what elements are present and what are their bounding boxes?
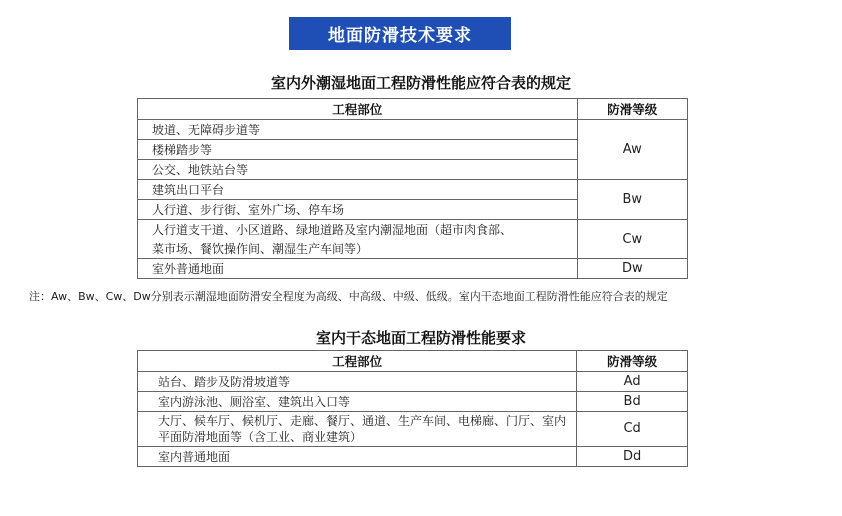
location-cell: 楼梯踏步等 xyxy=(138,140,578,160)
location-cell: 室内普通地面 xyxy=(138,447,577,467)
dry-floor-table xyxy=(137,350,688,467)
grade-cell: Aw xyxy=(577,120,687,180)
table-row xyxy=(138,180,688,200)
location-cell: 室外普通地面 xyxy=(138,259,578,279)
table-header-row xyxy=(138,351,688,372)
table-row xyxy=(138,372,688,392)
table2-title: 室内干态地面工程防滑性能要求 xyxy=(315,329,526,347)
grade-cell: Bd xyxy=(577,392,688,412)
wet-floor-table xyxy=(137,98,688,279)
table-row xyxy=(138,447,688,467)
location-cell: 公交、地铁站台等 xyxy=(138,160,578,180)
banner-title: 地面防滑技术要求 xyxy=(328,26,472,46)
page-banner xyxy=(289,17,511,50)
location-cell: 人行道、步行街、室外广场、停车场 xyxy=(138,200,578,220)
header-grade: 防滑等级 xyxy=(577,99,687,120)
location-cell: 室内游泳池、厕浴室、建筑出入口等 xyxy=(138,392,577,412)
grade-cell: Dw xyxy=(577,259,687,279)
location-cell: 大厅、候车厅、候机厅、走廊、餐厅、通道、生产车间、电梯廊、门厅、室内平面防滑地面等（含工业、商业建筑） xyxy=(138,412,577,447)
grade-cell: Cd xyxy=(577,412,688,447)
footnote: 注：Aw、Bw、Cw、Dw分别表示潮湿地面防滑安全程度为高级、中高级、中级、低级。室内干态地面工程防滑性能应符合表的规定 xyxy=(29,290,668,303)
table-header-row xyxy=(138,99,688,120)
table1-title: 室内外潮湿地面工程防滑性能应符合表的规定 xyxy=(270,74,571,92)
table-row xyxy=(138,220,688,240)
location-cell: 站台、踏步及防滑坡道等 xyxy=(138,372,577,392)
location-cell: 坡道、无障碍步道等 xyxy=(138,120,578,140)
location-cell: 建筑出口平台 xyxy=(138,180,578,200)
grade-cell: Dd xyxy=(577,447,688,467)
header-grade: 防滑等级 xyxy=(577,351,688,372)
location-cell: 人行道支干道、小区道路、绿地道路及室内潮湿地面（超市肉食部、 xyxy=(138,220,578,240)
table-row xyxy=(138,412,688,447)
header-location: 工程部位 xyxy=(138,99,578,120)
location-cell: 菜市场、餐饮操作间、潮湿生产车间等） xyxy=(138,239,578,259)
table-row xyxy=(138,392,688,412)
header-location: 工程部位 xyxy=(138,351,577,372)
table-row xyxy=(138,259,688,279)
grade-cell: Cw xyxy=(577,220,687,259)
table-row xyxy=(138,120,688,140)
grade-cell: Bw xyxy=(577,180,687,220)
grade-cell: Ad xyxy=(577,372,688,392)
